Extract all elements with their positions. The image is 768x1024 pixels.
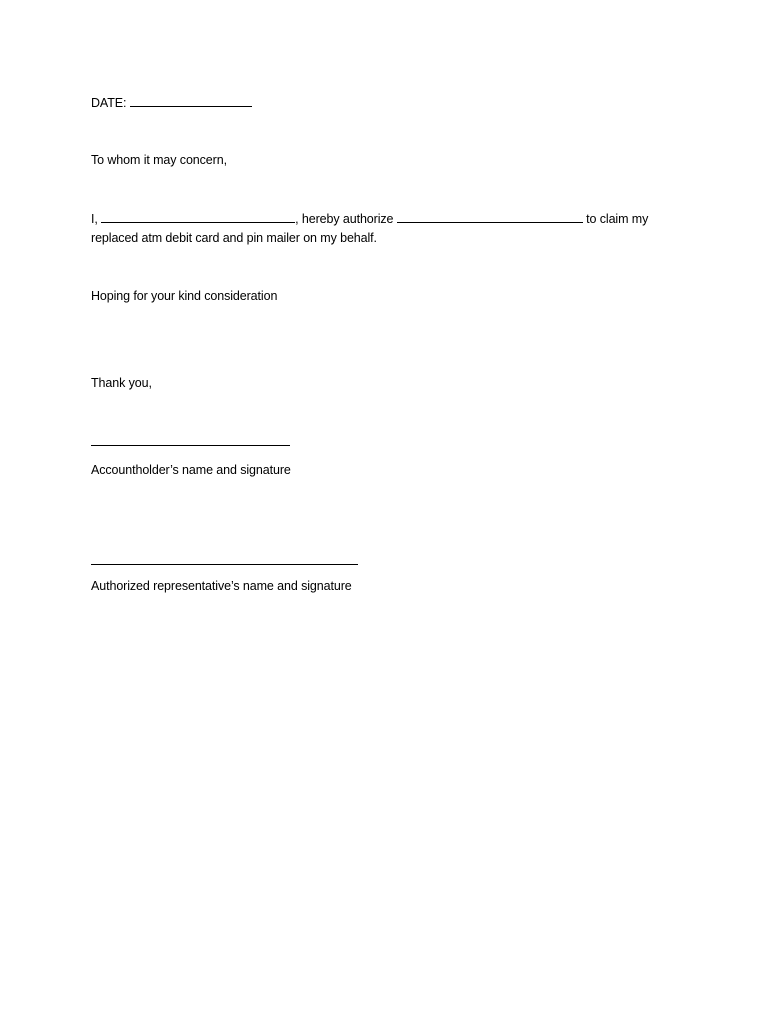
accountholder-signature-line[interactable] <box>91 445 290 446</box>
body-suffix: to claim my <box>586 212 649 226</box>
body-prefix: I, <box>91 212 98 226</box>
representative-caption: Authorized representative’s name and signature <box>91 579 352 593</box>
authorization-line-2: replaced atm debit card and pin mailer on my behalf. <box>91 231 377 245</box>
date-label: DATE: <box>91 96 127 110</box>
representative-name-blank[interactable] <box>397 210 583 223</box>
date-blank[interactable] <box>130 94 252 107</box>
accountholder-name-blank[interactable] <box>101 210 295 223</box>
representative-signature-line[interactable] <box>91 564 358 565</box>
authorization-line-1 <box>91 210 648 227</box>
accountholder-caption: Accountholder’s name and signature <box>91 463 291 477</box>
body-mid: , hereby authorize <box>295 212 394 226</box>
consideration-line: Hoping for your kind consideration <box>91 289 278 303</box>
closing-line: Thank you, <box>91 376 152 390</box>
date-line <box>91 94 252 111</box>
salutation: To whom it may concern, <box>91 153 227 167</box>
